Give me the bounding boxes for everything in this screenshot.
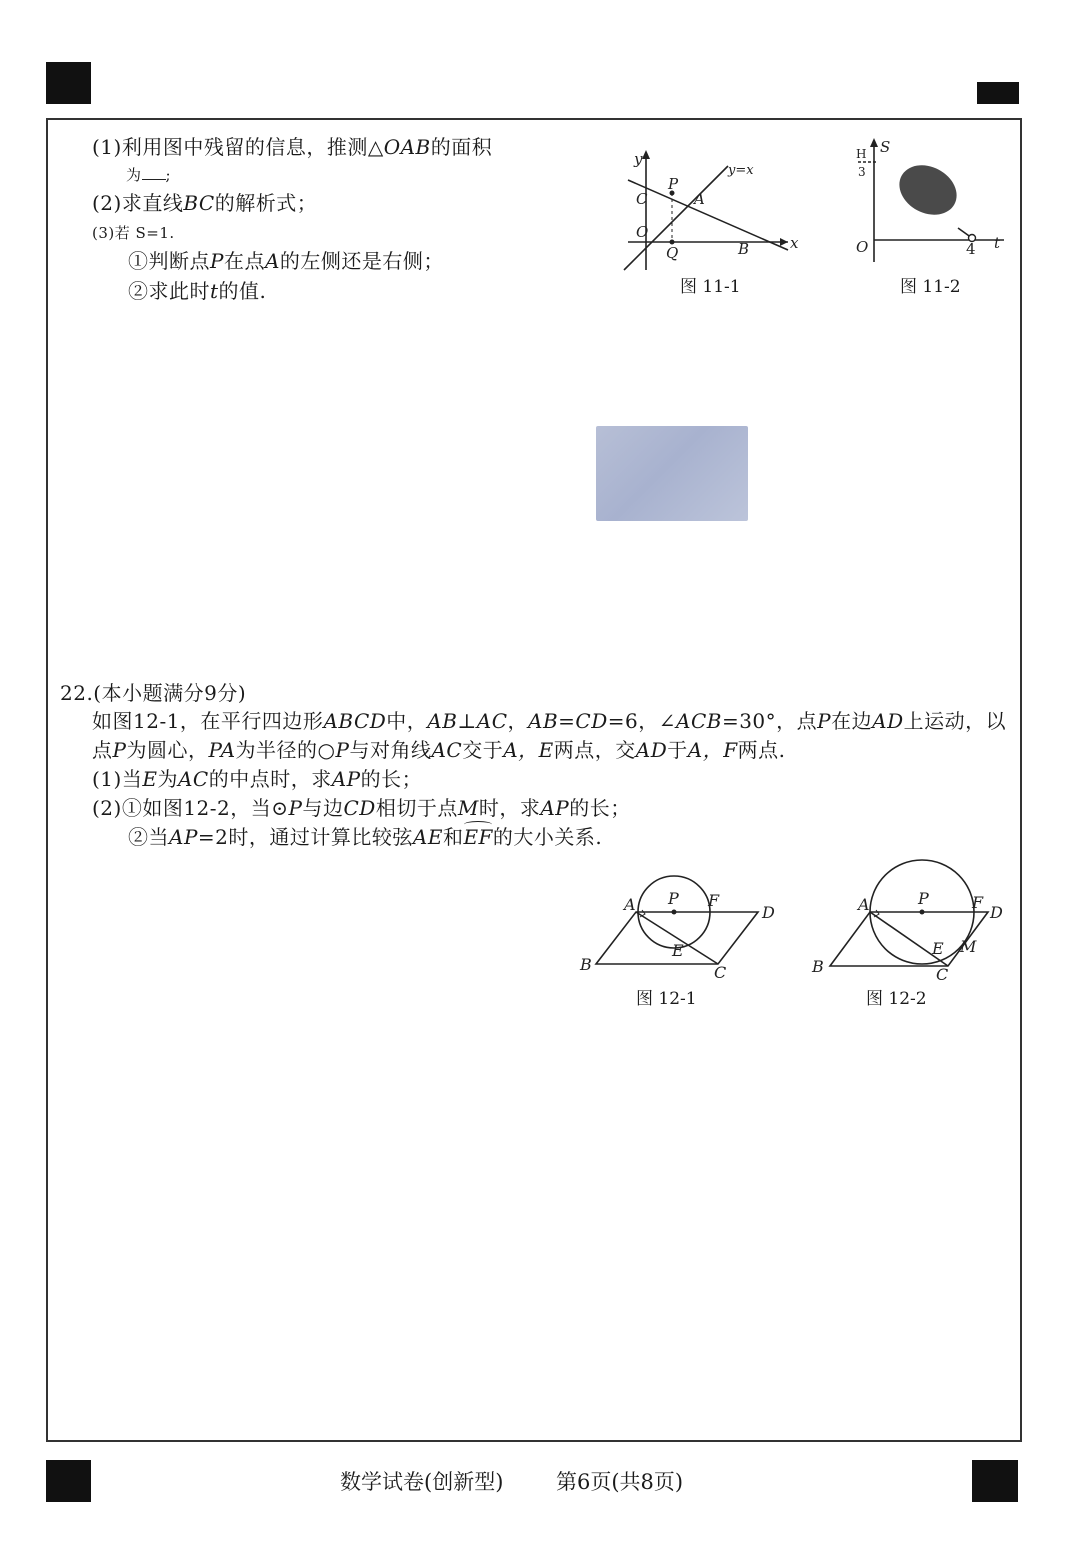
registration-mark-bottom-left (46, 1460, 91, 1502)
q21-sub3-2: ②求此时t的值. (128, 279, 267, 303)
label-4: 4 (966, 240, 976, 258)
label-p: P (668, 175, 679, 193)
pasted-sticker (596, 426, 748, 521)
label-e: E (672, 941, 684, 960)
q22-sub2-1: (2)①如图12-2，当⊙P与边CD相切于点M时，求AP的长； (92, 796, 631, 820)
footer-title: 数学试卷(创新型) (340, 1470, 504, 1494)
registration-mark-bottom-right (972, 1460, 1018, 1502)
label-p: P (668, 889, 679, 908)
q22-stem-line2: 点P为圆心，PA为半径的○P与对角线AC交于A，E两点，交AD于A，F两点. (92, 738, 786, 762)
label-x: x (790, 234, 799, 252)
label-e: E (932, 939, 944, 958)
label-t: t (994, 234, 1001, 252)
footer-page-number: 第6页(共8页) (556, 1470, 684, 1494)
label-o: O (636, 223, 649, 241)
label-s: S (880, 138, 891, 156)
label-q: Q (666, 244, 679, 262)
label-m: M (960, 937, 977, 956)
caption-11-1: 图 11-1 (680, 277, 741, 297)
label-o: O (856, 238, 869, 256)
q22-sub2-2: ②当AP=2时，通过计算比较弦AE和EF的大小关系. (128, 825, 603, 849)
q21-sub3: (3)若 S=1. (92, 224, 175, 242)
label-d: D (762, 903, 775, 922)
label-a: A (858, 895, 870, 914)
label-y: y (634, 150, 643, 168)
caption-11-2: 图 11-2 (900, 277, 961, 297)
label-f: F (708, 891, 720, 910)
label-b: B (812, 957, 824, 976)
q22-stem-line1: 如图12-1，在平行四边形ABCD中，AB⊥AC，AB=CD=6，∠ACB=30°，点P在边AD上运动，以 (92, 709, 1007, 733)
label-b: B (738, 240, 750, 258)
label-a: A (694, 190, 705, 208)
figure-11-1 (616, 142, 799, 272)
answer-blank[interactable] (142, 165, 166, 180)
label-d: D (990, 903, 1003, 922)
figure-12-2 (806, 856, 1016, 986)
q21-sub1: (1)利用图中残留的信息，推测△OAB的面积 (92, 135, 493, 159)
q21-sub3-1: ①判断点P在点A的左侧还是右侧； (128, 249, 444, 273)
label-b: B (580, 955, 592, 974)
q22-heading: 22.(本小题满分9分) (60, 681, 247, 705)
label-h: H (856, 147, 867, 161)
label-yx: y=x (728, 163, 754, 178)
figure-12-1 (576, 868, 786, 988)
registration-mark-top-right (977, 82, 1019, 104)
arc-ef: EF (463, 825, 493, 849)
label-3: 3 (858, 165, 866, 179)
q22-sub1: (1)当E为AC的中点时，求AP的长； (92, 767, 423, 791)
label-a: A (624, 895, 636, 914)
label-c: C (936, 965, 949, 984)
label-c: C (636, 190, 648, 208)
label-p: P (918, 889, 929, 908)
q21-sub1-answer: 为 ; (126, 166, 172, 184)
registration-mark-top-left (46, 62, 91, 104)
q21-sub2: (2)求直线BC的解析式； (92, 191, 318, 215)
figure-11-2 (848, 134, 1008, 264)
caption-12-1: 图 12-1 (636, 989, 697, 1009)
label-c: C (714, 963, 727, 982)
caption-12-2: 图 12-2 (866, 989, 927, 1009)
label-f: F (972, 893, 984, 912)
